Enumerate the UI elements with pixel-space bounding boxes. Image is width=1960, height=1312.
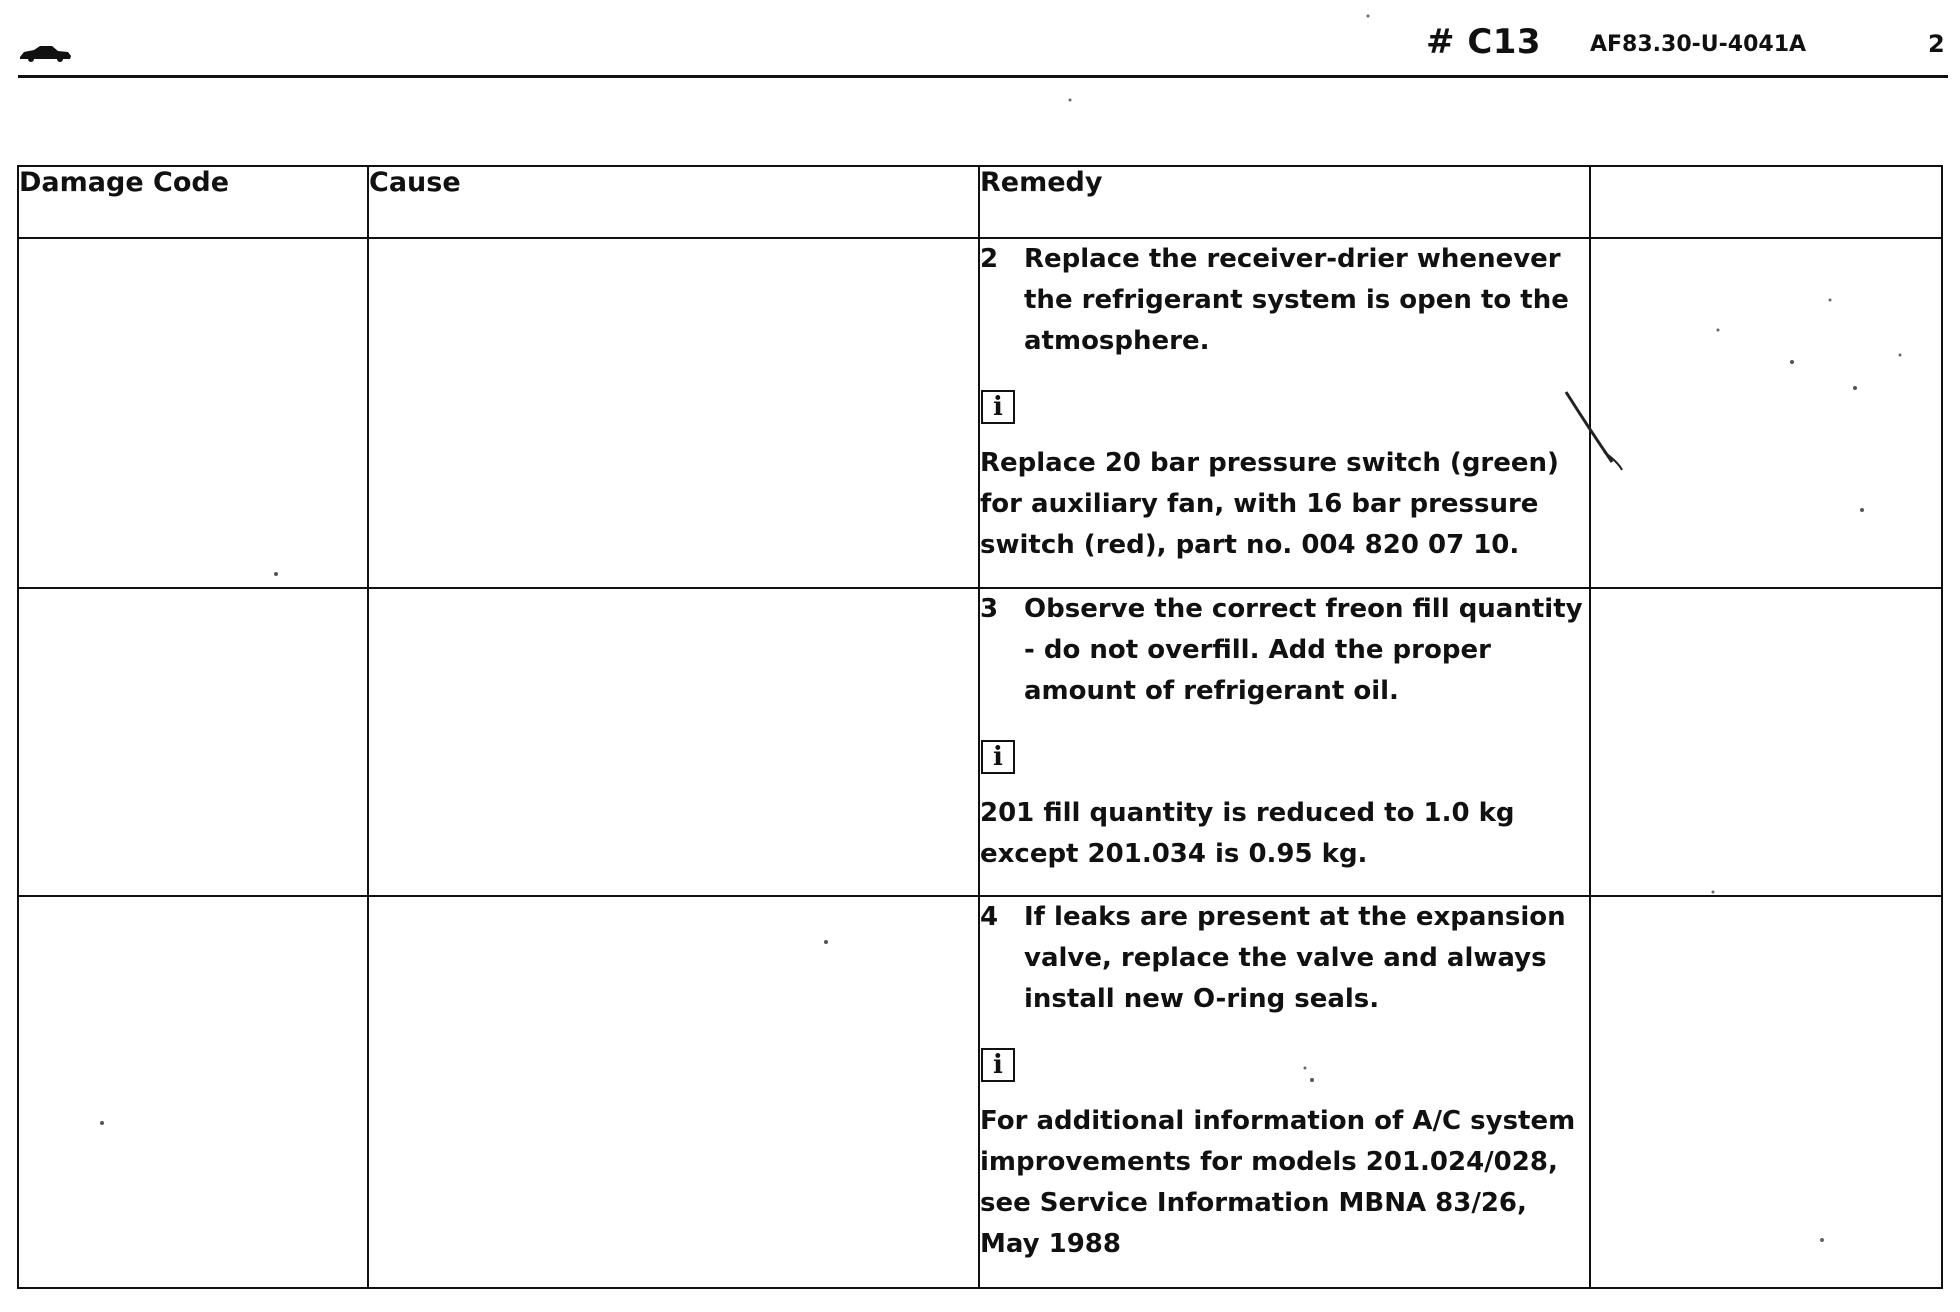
step-text: If leaks are present at the expansion valve, replace the valve and always install new O-ring seals. — [1024, 902, 1566, 1014]
cause-cell — [368, 588, 979, 896]
column-header-cause: Cause — [368, 166, 979, 238]
info-glyph: i — [993, 1050, 1003, 1080]
info-note: 201 fill quantity is reduced to 1.0 kg except 201.034 is 0.95 kg. — [980, 798, 1515, 869]
extra-cell — [1590, 588, 1942, 896]
step-text: Observe the correct freon fill quantity - do not overfill. Add the proper amount of refrigerant oil. — [1024, 594, 1583, 706]
document-reference: AF83.30-U-4041A — [1590, 32, 1807, 57]
car-icon — [18, 43, 72, 63]
table-row — [18, 896, 1942, 1288]
info-icon — [981, 1048, 1015, 1082]
step-number: 4 — [980, 902, 999, 932]
step-number: 3 — [980, 594, 999, 624]
info-note: Replace 20 bar pressure switch (green) for auxiliary fan, with 16 bar pressure switch (red), part no. 004 820 07 10. — [980, 448, 1559, 560]
remedy-cell — [979, 588, 1590, 896]
info-glyph: i — [993, 742, 1003, 772]
damage-code-cell — [18, 896, 368, 1288]
table-header-row — [18, 166, 1942, 238]
info-glyph: i — [993, 392, 1003, 422]
extra-cell — [1590, 238, 1942, 588]
remedy-step — [980, 239, 1589, 362]
info-note: For additional information of A/C system improvements for models 201.024/028, see Service Information MBNA 83/26, May 1988 — [980, 1106, 1576, 1259]
table-row — [18, 588, 1942, 896]
remedy-step — [980, 897, 1589, 1020]
step-number: 2 — [980, 244, 999, 274]
step-text: Replace the receiver-drier whenever the refrigerant system is open to the atmosphere. — [1024, 244, 1569, 356]
column-header-remedy: Remedy — [979, 166, 1590, 238]
damage-code-cell — [18, 588, 368, 896]
damage-code-cell — [18, 238, 368, 588]
cause-cell — [368, 238, 979, 588]
column-header-blank — [1590, 166, 1942, 238]
cause-cell — [368, 896, 979, 1288]
remedy-cell — [979, 896, 1590, 1288]
extra-cell — [1590, 896, 1942, 1288]
page-number: 2 — [1928, 30, 1945, 58]
damage-remedy-table — [17, 165, 1943, 1289]
table-row — [18, 238, 1942, 588]
column-header-damage-code: Damage Code — [18, 166, 368, 238]
info-icon — [981, 390, 1015, 424]
info-icon — [981, 740, 1015, 774]
remedy-cell — [979, 238, 1590, 588]
header-rule — [18, 75, 1948, 78]
remedy-step — [980, 589, 1589, 712]
page-header — [18, 20, 1948, 80]
document-code: # C13 — [1426, 22, 1542, 62]
